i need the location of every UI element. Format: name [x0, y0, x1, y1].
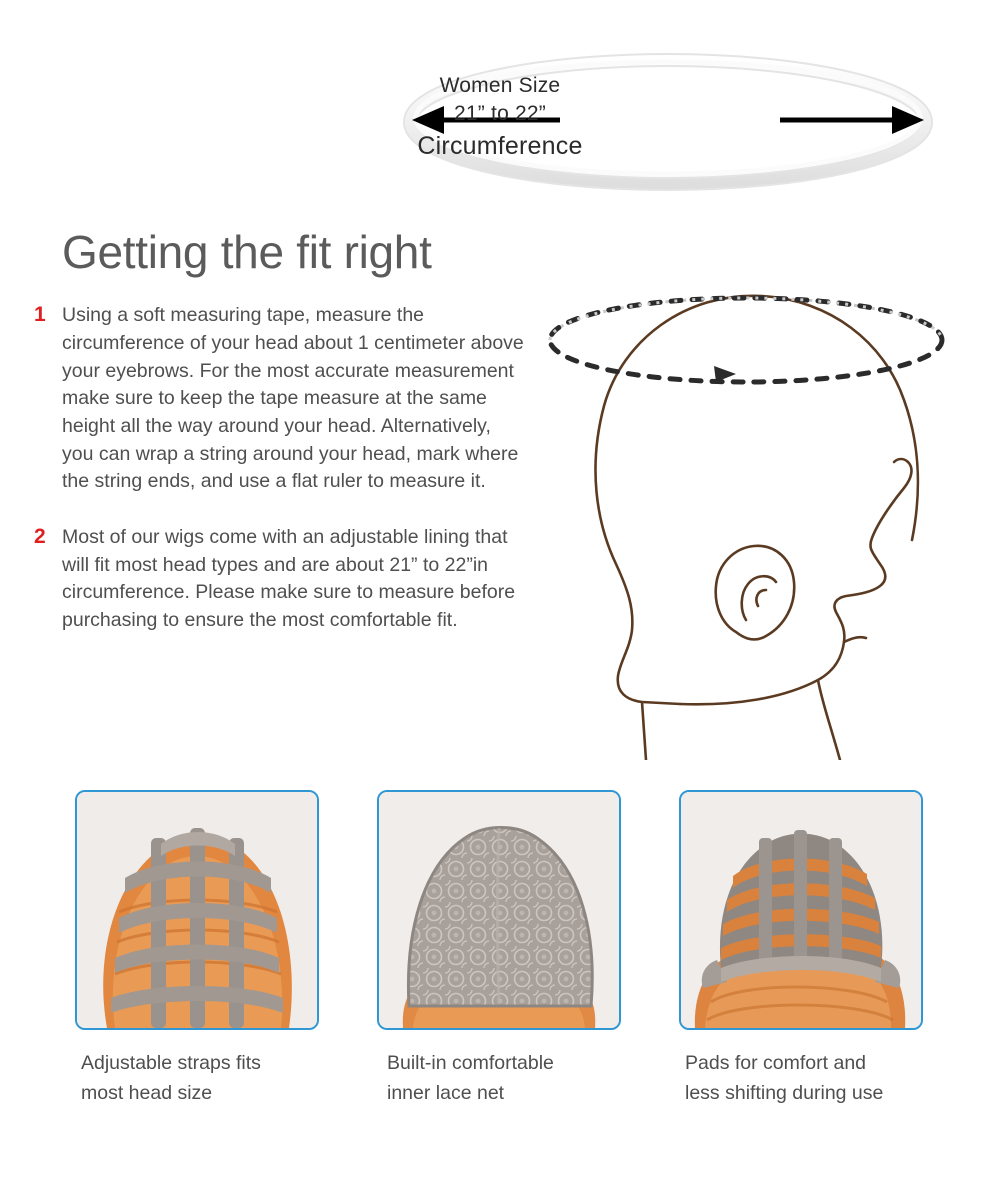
feature-card-adjustable-straps [75, 790, 321, 1170]
step-number-1: 1 [34, 303, 46, 327]
instructions-column [26, 228, 526, 663]
page-title: Getting the fit right [62, 226, 432, 278]
head-profile-diagram [500, 200, 1000, 760]
band-label-circumference: Circumference [417, 132, 583, 160]
wig-cap-inner-lace-net-image [379, 792, 619, 1028]
instruction-step-2 [26, 524, 526, 635]
step-text-2: Most of our wigs come with an adjustable lining that will fit most head types and are about 21” to 22”in circumference. Please make sure to measure before purchasing to ensure the most comfortable fit. [62, 526, 516, 632]
step-number-2: 2 [34, 525, 46, 549]
card-caption-2 [377, 1048, 623, 1108]
feature-card-inner-lace-net [377, 790, 623, 1170]
feature-cards [0, 790, 1000, 1170]
wig-cap-photo-frame-3 [679, 790, 923, 1030]
card-caption-1-line1: Adjustable straps fits [81, 1052, 261, 1074]
card-caption-2-line2: inner lace net [387, 1082, 505, 1105]
measuring-line-back [550, 298, 942, 340]
card-caption-3-line2: less shifting during use [685, 1082, 884, 1105]
main-content [0, 200, 1000, 780]
step-text-1: Using a soft measuring tape, measure the circumference of your head about 1 centimeter above your eyebrows. For the most accurate measurement make sure to keep the tape measure at the same height all the way around your head. Alternatively, you can wrap a string around your head, mark where the string ends, and use a flat ruler to measure it. [62, 304, 524, 493]
wig-cap-photo-frame-2 [377, 790, 621, 1030]
card-caption-3 [679, 1048, 925, 1108]
wig-cap-adjustable-straps-image [77, 792, 317, 1028]
measuring-band-illustration [0, 0, 1000, 200]
head-profile-graphic [500, 200, 1000, 760]
card-caption-2-line1: Built-in comfortable [387, 1052, 554, 1074]
band-label-range: 21” to 22” [454, 102, 546, 125]
feature-card-comfort-pads [679, 790, 925, 1170]
instruction-step-1 [26, 302, 526, 496]
card-caption-1 [75, 1048, 321, 1108]
band-label-size: Women Size [439, 74, 561, 97]
card-caption-3-line1: Pads for comfort and [685, 1052, 867, 1074]
wig-cap-comfort-pads-image [681, 792, 921, 1028]
card-caption-1-line2: most head size [81, 1082, 213, 1105]
wig-cap-photo-frame-1 [75, 790, 319, 1030]
